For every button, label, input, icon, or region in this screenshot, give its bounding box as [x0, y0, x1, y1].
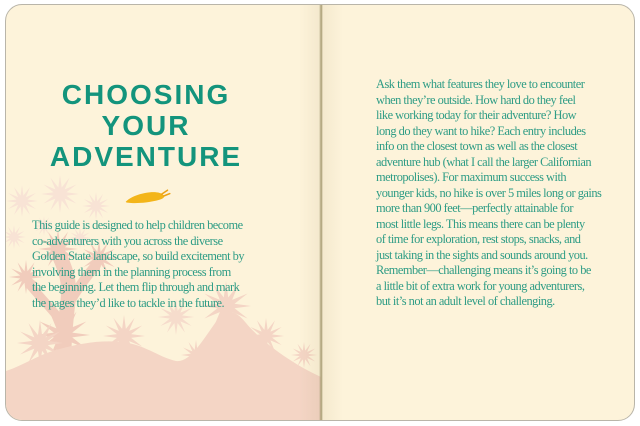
banana-slug-icon [124, 187, 172, 207]
text-line: metropolises). For maximum success with [376, 170, 567, 184]
text-line: co-adventurers with you across the diverse [32, 233, 223, 248]
text-line: adventure hub (what I call the larger Californian [376, 154, 592, 169]
text-line: ADVENTURE [49, 141, 243, 172]
text-line: younger kids, no hike is over 5 miles long or gains [376, 185, 602, 200]
text-line: more than 900 feet—perfectly attainable for [376, 201, 573, 215]
text-line: CHOOSING [61, 79, 231, 110]
text-line: Remember—challenging means it’s going to be [376, 263, 591, 277]
desert-plants-graphic [6, 5, 321, 421]
open-book [5, 4, 635, 421]
text-line: but it’s not an adult level of challenging. [376, 294, 555, 308]
page-left [6, 5, 321, 420]
text-line: the beginning. Let them flip through and mark [32, 280, 240, 294]
text-line: just taking in the sights and sounds around you. [376, 247, 588, 262]
text-line: involving them in the planning process from [32, 264, 231, 279]
text-line: Golden State landscape, so build excitement by [32, 249, 245, 263]
text-line: the pages they’d like to tackle in the future. [32, 295, 225, 310]
text-line: most little legs. This means there can be plenty [376, 216, 585, 231]
intro-paragraph [32, 218, 277, 311]
chapter-title [26, 79, 266, 172]
text-line: info on the closest town as well as the closest [376, 139, 578, 153]
body-paragraph [376, 77, 624, 310]
text-line: long do they want to hike? Each entry includes [376, 123, 586, 138]
text-line: a little bit of extra work for young adventurers, [376, 278, 585, 293]
text-line: YOUR [101, 110, 191, 141]
text-line: of time for exploration, rest stops, snacks, and [376, 232, 581, 246]
page-gutter-shadow [321, 5, 343, 420]
text-line: like working today for their adventure? How [376, 108, 577, 122]
text-line: when they’re outside. How hard do they feel [376, 92, 576, 107]
text-line: This guide is designed to help children become [32, 218, 243, 232]
text-line: Ask them what features they love to encounter [376, 77, 585, 91]
page-right [321, 5, 635, 420]
